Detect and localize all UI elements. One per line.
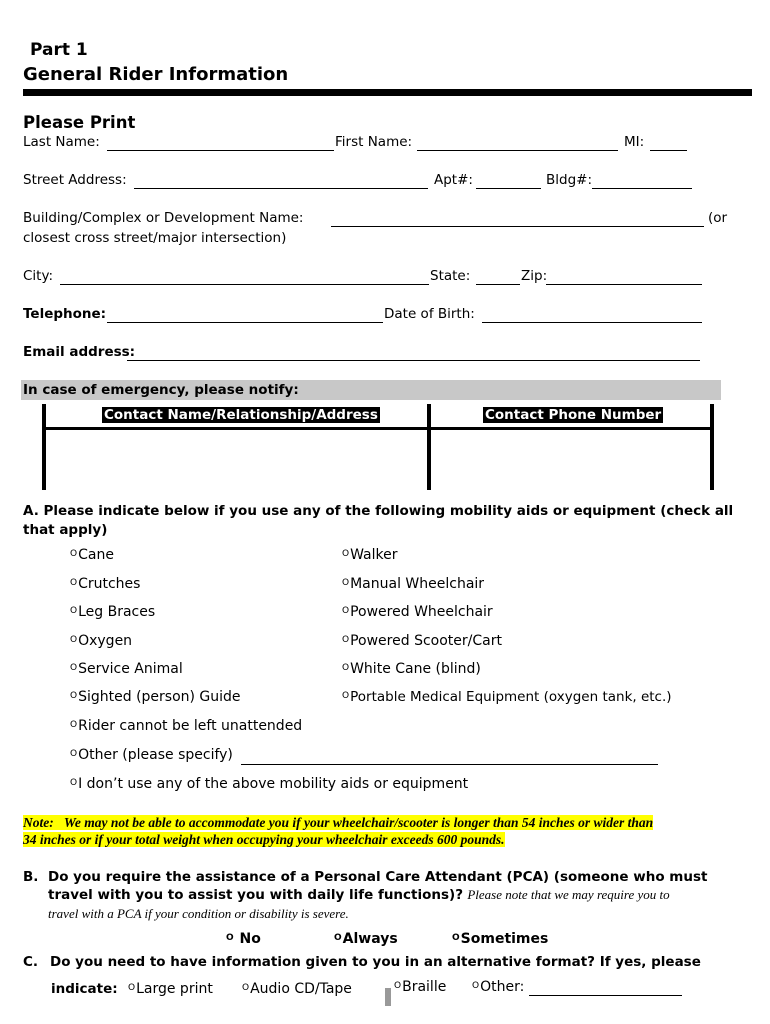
contact-phone-cell[interactable]: [431, 430, 710, 490]
radio-icon: O: [342, 578, 350, 588]
radio-icon: O: [70, 749, 78, 759]
option-walker[interactable]: $^O$Walker: [342, 547, 398, 563]
emergency-table: [42, 404, 714, 490]
radio-icon: O: [242, 983, 250, 993]
radio-icon: O: [70, 663, 78, 673]
radio-icon: O: [342, 691, 350, 701]
radio-icon: O: [334, 933, 342, 943]
option-service-animal[interactable]: $^O$Service Animal: [70, 661, 183, 677]
radio-icon: O: [472, 981, 480, 991]
bldg-label: Bldg#:: [546, 172, 593, 188]
format-option-large-print[interactable]: $^O$Large print: [128, 981, 213, 997]
telephone-label: Telephone:: [23, 306, 107, 322]
mi-label: MI:: [624, 134, 645, 150]
state-label: State:: [430, 268, 471, 284]
contact-phone-header: Contact Phone Number: [485, 407, 662, 423]
contact-name-cell[interactable]: [46, 430, 427, 490]
scroll-marker: [385, 988, 391, 1006]
other-specify-field[interactable]: [241, 764, 658, 765]
pca-option-always[interactable]: $^O$Always: [334, 931, 398, 947]
radio-icon: O: [342, 549, 350, 559]
page-title: General Rider Information: [23, 64, 289, 85]
format-option-audio[interactable]: $^O$Audio CD/Tape: [242, 981, 352, 997]
note-line-2: [23, 832, 505, 848]
street-field[interactable]: [134, 188, 428, 189]
section-a-question: A. Please indicate below if you use any of the following mobility aids or equipment (check all: [23, 503, 734, 519]
radio-icon: O: [70, 778, 78, 788]
format-option-braille[interactable]: $^O$Braille: [394, 979, 447, 995]
option-powered-scooter[interactable]: $^O$Powered Scooter/Cart: [342, 633, 502, 649]
option-other[interactable]: $^O$Other (please specify): [70, 747, 233, 763]
radio-icon: O: [342, 606, 350, 616]
radio-icon: O: [70, 549, 78, 559]
cross-street-text: closest cross street/major intersection): [23, 230, 287, 246]
option-white-cane[interactable]: $^O$White Cane (blind): [342, 661, 481, 677]
email-field[interactable]: [127, 360, 700, 361]
radio-icon: O: [70, 691, 78, 701]
apt-field[interactable]: [476, 188, 541, 189]
note-label: Note:: [23, 815, 54, 830]
option-leg-braces[interactable]: $^O$Leg Braces: [70, 604, 156, 620]
radio-icon: O: [70, 635, 78, 645]
pca-option-sometimes[interactable]: $^O$Sometimes: [452, 931, 549, 947]
format-option-other[interactable]: $^O$Other:: [472, 979, 525, 995]
pca-option-no[interactable]: $^O$ No: [226, 931, 261, 947]
radio-icon: O: [226, 933, 234, 943]
option-crutches[interactable]: $^O$Crutches: [70, 576, 141, 592]
radio-icon: O: [394, 981, 402, 991]
note-text-1: We may not be able to accommodate you if your wheelchair/scooter is longer than 54 inches or wider than: [63, 815, 654, 830]
emergency-heading: In case of emergency, please notify:: [23, 382, 299, 398]
zip-label: Zip:: [521, 268, 548, 284]
note-line-1: [23, 815, 653, 831]
street-label: Street Address:: [23, 172, 127, 188]
note-text-2: 34 inches or if your total weight when occupying your wheelchair exceeds 600 pounds.: [23, 832, 505, 847]
section-b-question-cont: travel with you to assist you with daily life functions)? Please note that we may require you to: [48, 887, 670, 903]
section-c-question: Do you need to have information given to you in an alternative format? If yes, please: [50, 954, 701, 970]
radio-icon: O: [342, 635, 350, 645]
or-text: (or: [708, 210, 728, 226]
section-a-question-cont: that apply): [23, 522, 108, 538]
state-field[interactable]: [476, 284, 520, 285]
first-name-label: First Name:: [335, 134, 413, 150]
telephone-field[interactable]: [107, 322, 383, 323]
option-manual-wheelchair[interactable]: $^O$Manual Wheelchair: [342, 576, 485, 592]
dob-field[interactable]: [482, 322, 702, 323]
city-field[interactable]: [60, 284, 429, 285]
please-print-heading: Please Print: [23, 113, 136, 132]
apt-label: Apt#:: [434, 172, 473, 188]
radio-icon: O: [70, 578, 78, 588]
dob-label: Date of Birth:: [384, 306, 475, 322]
section-c-letter: C.: [23, 954, 39, 970]
section-b-letter: B.: [23, 869, 39, 885]
radio-icon: O: [70, 606, 78, 616]
bldg-field[interactable]: [592, 188, 692, 189]
radio-icon: O: [70, 720, 78, 730]
last-name-field[interactable]: [107, 150, 334, 151]
email-label: Email address:: [23, 344, 136, 360]
radio-icon: O: [452, 933, 460, 943]
first-name-field[interactable]: [417, 150, 618, 151]
contact-name-header: Contact Name/Relationship/Address: [104, 407, 378, 423]
section-c-indicate: indicate:: [51, 981, 118, 997]
last-name-label: Last Name:: [23, 134, 100, 150]
section-b-note: travel with a PCA if your condition or disability is severe.: [48, 906, 349, 921]
building-complex-label: Building/Complex or Development Name:: [23, 210, 304, 226]
title-rule: [23, 89, 752, 96]
option-cannot-be-left[interactable]: $^O$Rider cannot be left unattended: [70, 718, 303, 734]
section-b-question: Do you require the assistance of a Personal Care Attendant (PCA) (someone who must: [48, 869, 708, 885]
radio-icon: O: [128, 983, 136, 993]
part-label: Part 1: [30, 40, 88, 60]
radio-icon: O: [342, 663, 350, 673]
option-sighted-guide[interactable]: $^O$Sighted (person) Guide: [70, 689, 241, 705]
mi-field[interactable]: [650, 150, 687, 151]
format-other-field[interactable]: [529, 995, 682, 996]
option-oxygen[interactable]: $^O$Oxygen: [70, 633, 133, 649]
building-complex-field[interactable]: [331, 226, 704, 227]
option-none[interactable]: $^O$I don’t use any of the above mobility aids or equipment: [70, 776, 469, 792]
option-cane[interactable]: $^O$Cane: [70, 547, 114, 563]
city-label: City:: [23, 268, 54, 284]
option-portable-medical[interactable]: $^O$Portable Medical Equipment (oxygen tank, etc.): [342, 689, 672, 705]
zip-field[interactable]: [546, 284, 702, 285]
option-powered-wheelchair[interactable]: $^O$Powered Wheelchair: [342, 604, 493, 620]
